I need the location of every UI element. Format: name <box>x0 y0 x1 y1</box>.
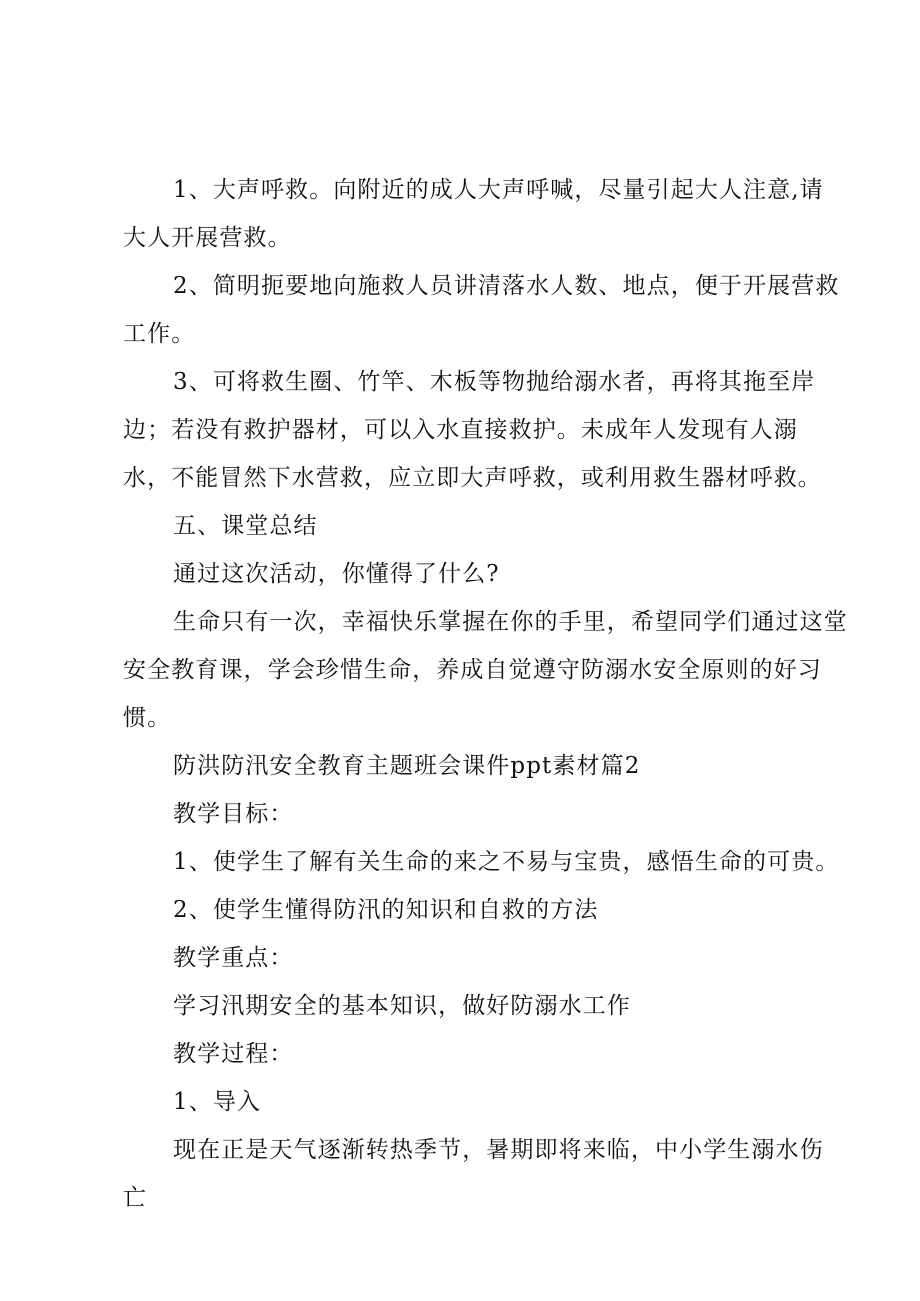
paragraph-report-details: 2、简明扼要地向施救人员讲清落水人数、地点，便于开展营救工作。 <box>123 273 840 347</box>
paragraph-question: 通过这次活动，你懂得了什么? <box>173 561 500 587</box>
paragraph-goal-2: 2、使学生懂得防汛的知识和自救的方法 <box>173 897 599 923</box>
section-heading-part-2: 防洪防汛安全教育主题班会课件ppt素材篇2 <box>173 753 641 779</box>
paragraph-intro-heading: 1、导入 <box>173 1089 262 1115</box>
paragraph-focus: 学习汛期安全的基本知识，做好防溺水工作 <box>173 993 631 1019</box>
paragraph-life-once: 生命只有一次，幸福快乐掌握在你的手里，希望同学们通过这堂安全教育课，学会珍惜生命，养成自觉遵守防溺水安全原则的好习惯。 <box>123 609 848 731</box>
paragraph-intro-text: 现在正是天气逐渐转热季节，暑期即将来临，中小学生溺水伤亡 <box>123 1137 824 1211</box>
paragraph-rescue-tools: 3、可将救生圈、竹竿、木板等物抛给溺水者，再将其拖至岸边；若没有救护器材，可以入水直接救护。未成年人发现有人溺水，不能冒然下水营救，应立即大声呼救，或利用救生器材呼救。 <box>123 369 822 491</box>
heading-teaching-process: 教学过程： <box>173 1041 294 1067</box>
paragraph-goal-1: 1、使学生了解有关生命的来之不易与宝贵，感悟生命的可贵。 <box>173 849 840 875</box>
paragraph-shout-for-help: 1、大声呼救。向附近的成人大声呼喊，尽量引起大人注意,请大人开展营救。 <box>123 177 824 251</box>
heading-teaching-goals: 教学目标： <box>173 801 294 827</box>
section-heading-summary: 五、课堂总结 <box>173 513 318 539</box>
heading-teaching-focus: 教学重点： <box>173 945 294 971</box>
